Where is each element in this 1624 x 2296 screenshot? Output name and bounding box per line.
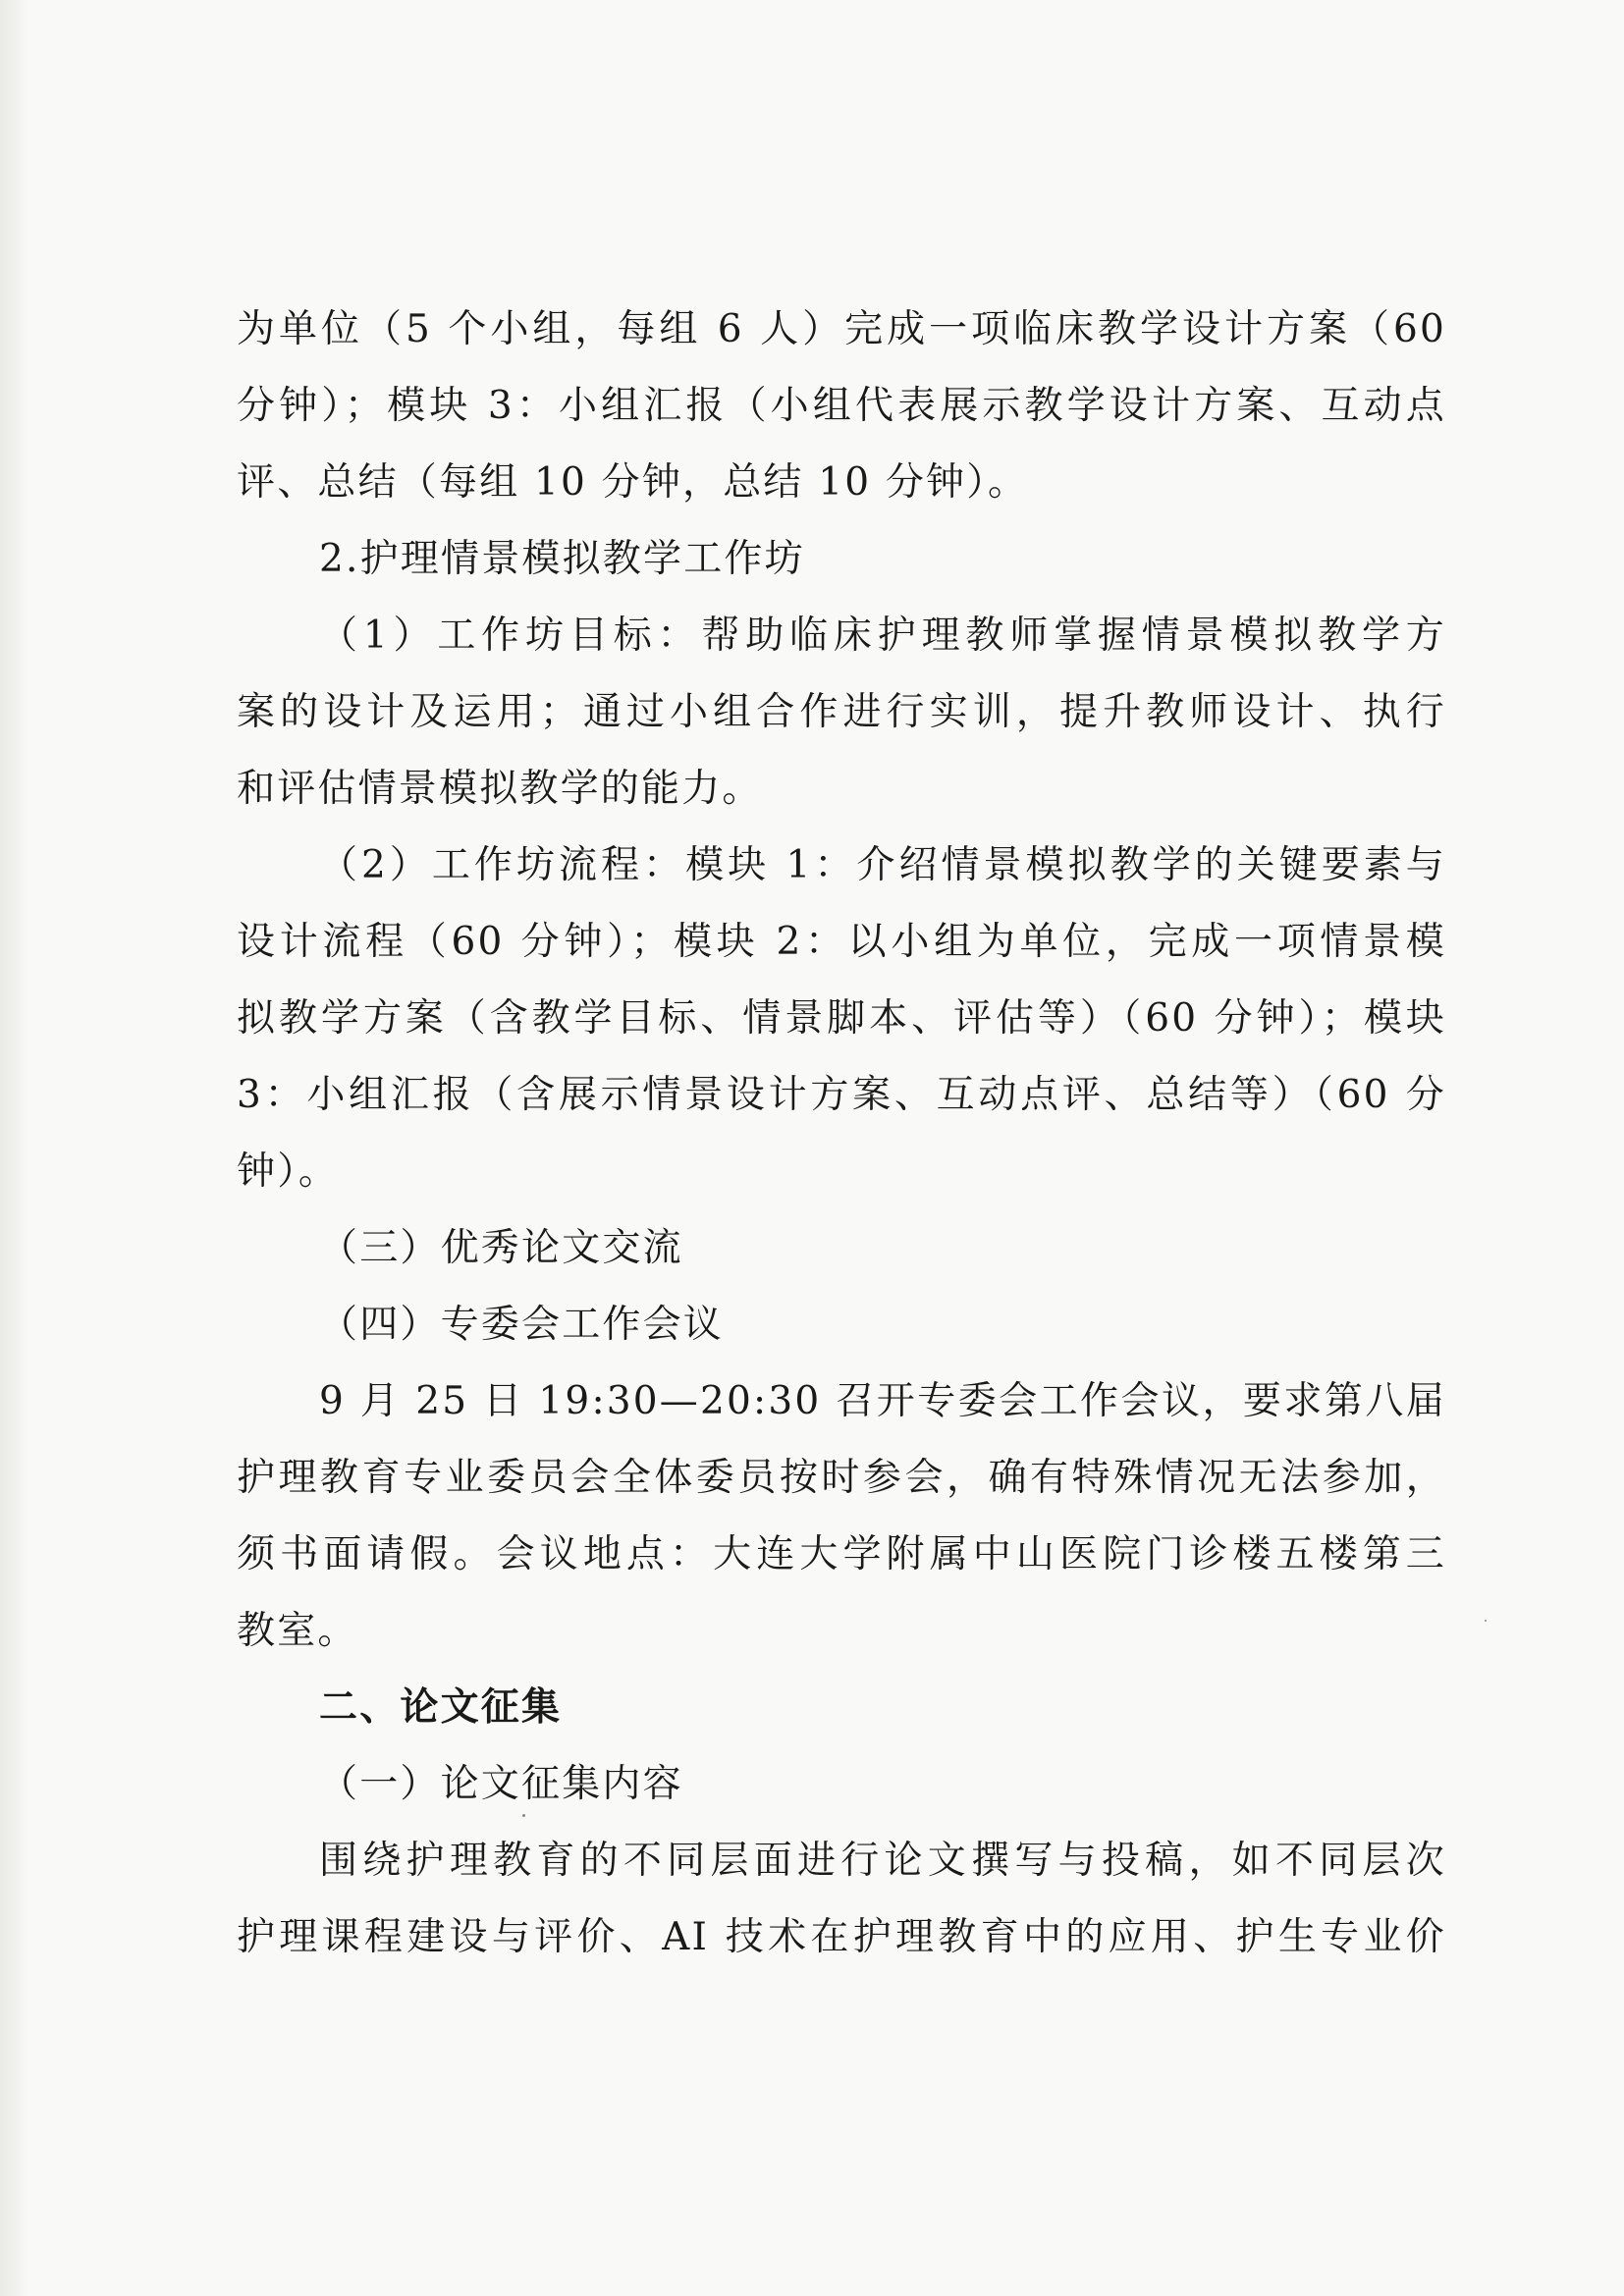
body-line-7: 和评估情景模拟教学的能力。 xyxy=(237,767,763,811)
section-heading-2: 二、论文征集 xyxy=(319,1685,563,1730)
body-line-6: 案的设计及运用；通过小组合作进行实训，提升教师设计、执行 xyxy=(237,690,1446,734)
body-line-5: （1）工作坊目标：帮助临床护理教师掌握情景模拟教学方 xyxy=(319,614,1446,658)
subsection-heading-4: （四）专委会工作会议 xyxy=(319,1303,725,1347)
subsection-heading-3: （三）优秀论文交流 xyxy=(319,1226,683,1270)
scan-speck xyxy=(522,1814,525,1817)
body-line-18: 教室。 xyxy=(237,1609,358,1653)
body-line-1: 为单位（5 个小组，每组 6 人）完成一项临床教学设计方案（60 xyxy=(237,307,1446,351)
body-line-2: 分钟）；模块 3：小组汇报（小组代表展示教学设计方案、互动点 xyxy=(237,384,1446,428)
body-line-10: 拟教学方案（含教学目标、情景脚本、评估等）（60 分钟）；模块 xyxy=(237,996,1446,1041)
body-line-15: 9 月 25 日 19:30—20:30 召开专委会工作会议，要求第八届 xyxy=(319,1379,1446,1423)
scan-edge-shadow xyxy=(0,0,29,2296)
body-line-16: 护理教育专业委员会全体委员按时参会，确有特殊情况无法参加， xyxy=(237,1456,1446,1500)
body-line-21: 围绕护理教育的不同层面进行论文撰写与投稿，如不同层次 xyxy=(319,1839,1446,1883)
body-line-17: 须书面请假。会议地点：大连大学附属中山医院门诊楼五楼第三 xyxy=(237,1532,1446,1576)
body-line-22: 护理课程建设与评价、AI 技术在护理教育中的应用、护生专业价 xyxy=(237,1915,1446,1959)
scan-speck xyxy=(1485,1620,1487,1622)
body-line-3: 评、总结（每组 10 分钟，总结 10 分钟）。 xyxy=(237,460,1029,505)
subsection-heading-5: （一）论文征集内容 xyxy=(319,1762,683,1806)
body-line-11: 3：小组汇报（含展示情景设计方案、互动点评、总结等）（60 分 xyxy=(237,1073,1446,1117)
body-line-9: 设计流程（60 分钟）；模块 2：以小组为单位，完成一项情景模 xyxy=(237,920,1446,964)
body-line-12: 钟）。 xyxy=(237,1149,340,1194)
subsection-heading-2: 2.护理情景模拟教学工作坊 xyxy=(319,537,805,581)
body-line-8: （2）工作坊流程：模块 1：介绍情景模拟教学的关键要素与 xyxy=(319,843,1446,887)
